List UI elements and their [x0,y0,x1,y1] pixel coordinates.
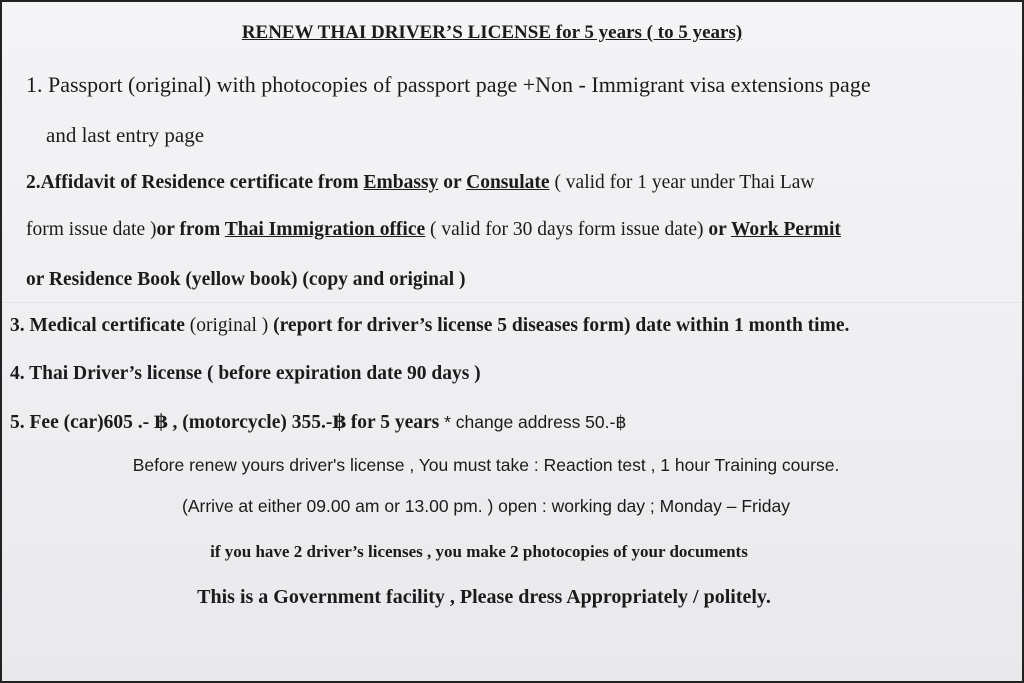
item-2-or-2: or [708,219,731,240]
document-title: RENEW THAI DRIVER’S LICENSE for 5 years ( to 5 years) [241,22,743,43]
item-2-validity: ( valid for 1 year under Thai Law [549,172,815,193]
item-2-line-1 [26,172,815,194]
embassy-text: Embassy [363,172,439,193]
fee-text: 5. Fee (car)605 .- ฿ , (motorcycle) 355.-฿ for 5 years [10,412,440,433]
note-renew-requirements: Before renew yours driver's license , You must take : Reaction test , 1 hour Training course. [132,455,840,475]
item-2-30-days: ( valid for 30 days form issue date) [425,219,709,240]
item-2-or: or [438,172,467,193]
change-address-fee: * change address 50.-฿ [439,412,627,432]
item-3-label: 3. Medical certificate [10,315,190,336]
note-dress-code: This is a Government facility , Please dress Appropriately / politely. [197,586,771,608]
item-2-line-2 [26,219,841,241]
item-1-line-2: and last entry page [46,123,205,147]
note-two-licenses: if you have 2 driver’s licenses , you make 2 photocopies of your documents [210,542,748,561]
item-1-line-1: 1. Passport (original) with photocopies of passport page +Non - Immigrant visa extensions page [26,72,871,97]
item-2-issue-date: form issue date ) [26,219,157,240]
immigration-office-text: Thai Immigration office [224,219,426,240]
item-2-line-3: or Residence Book (yellow book) (copy and original ) [26,269,466,290]
item-3 [10,315,849,337]
consulate-text: Consulate [466,172,550,193]
work-permit-text: Work Permit [730,219,841,240]
item-5 [10,410,626,434]
item-4: 4. Thai Driver’s license ( before expiration date 90 days ) [10,363,481,384]
item-2-or-from: or from [156,219,225,240]
item-3-detail: (report for driver’s license 5 diseases form) date within 1 month time. [273,315,850,336]
item-2-text: 2.Affidavit of Residence certificate from [26,172,364,193]
note-working-hours: (Arrive at either 09.00 am or 13.00 pm. ) open : working day ; Monday – Friday [182,496,790,516]
paper-fold-line [2,302,1022,303]
item-3-original: (original ) [189,315,274,336]
document-page [2,2,1022,681]
